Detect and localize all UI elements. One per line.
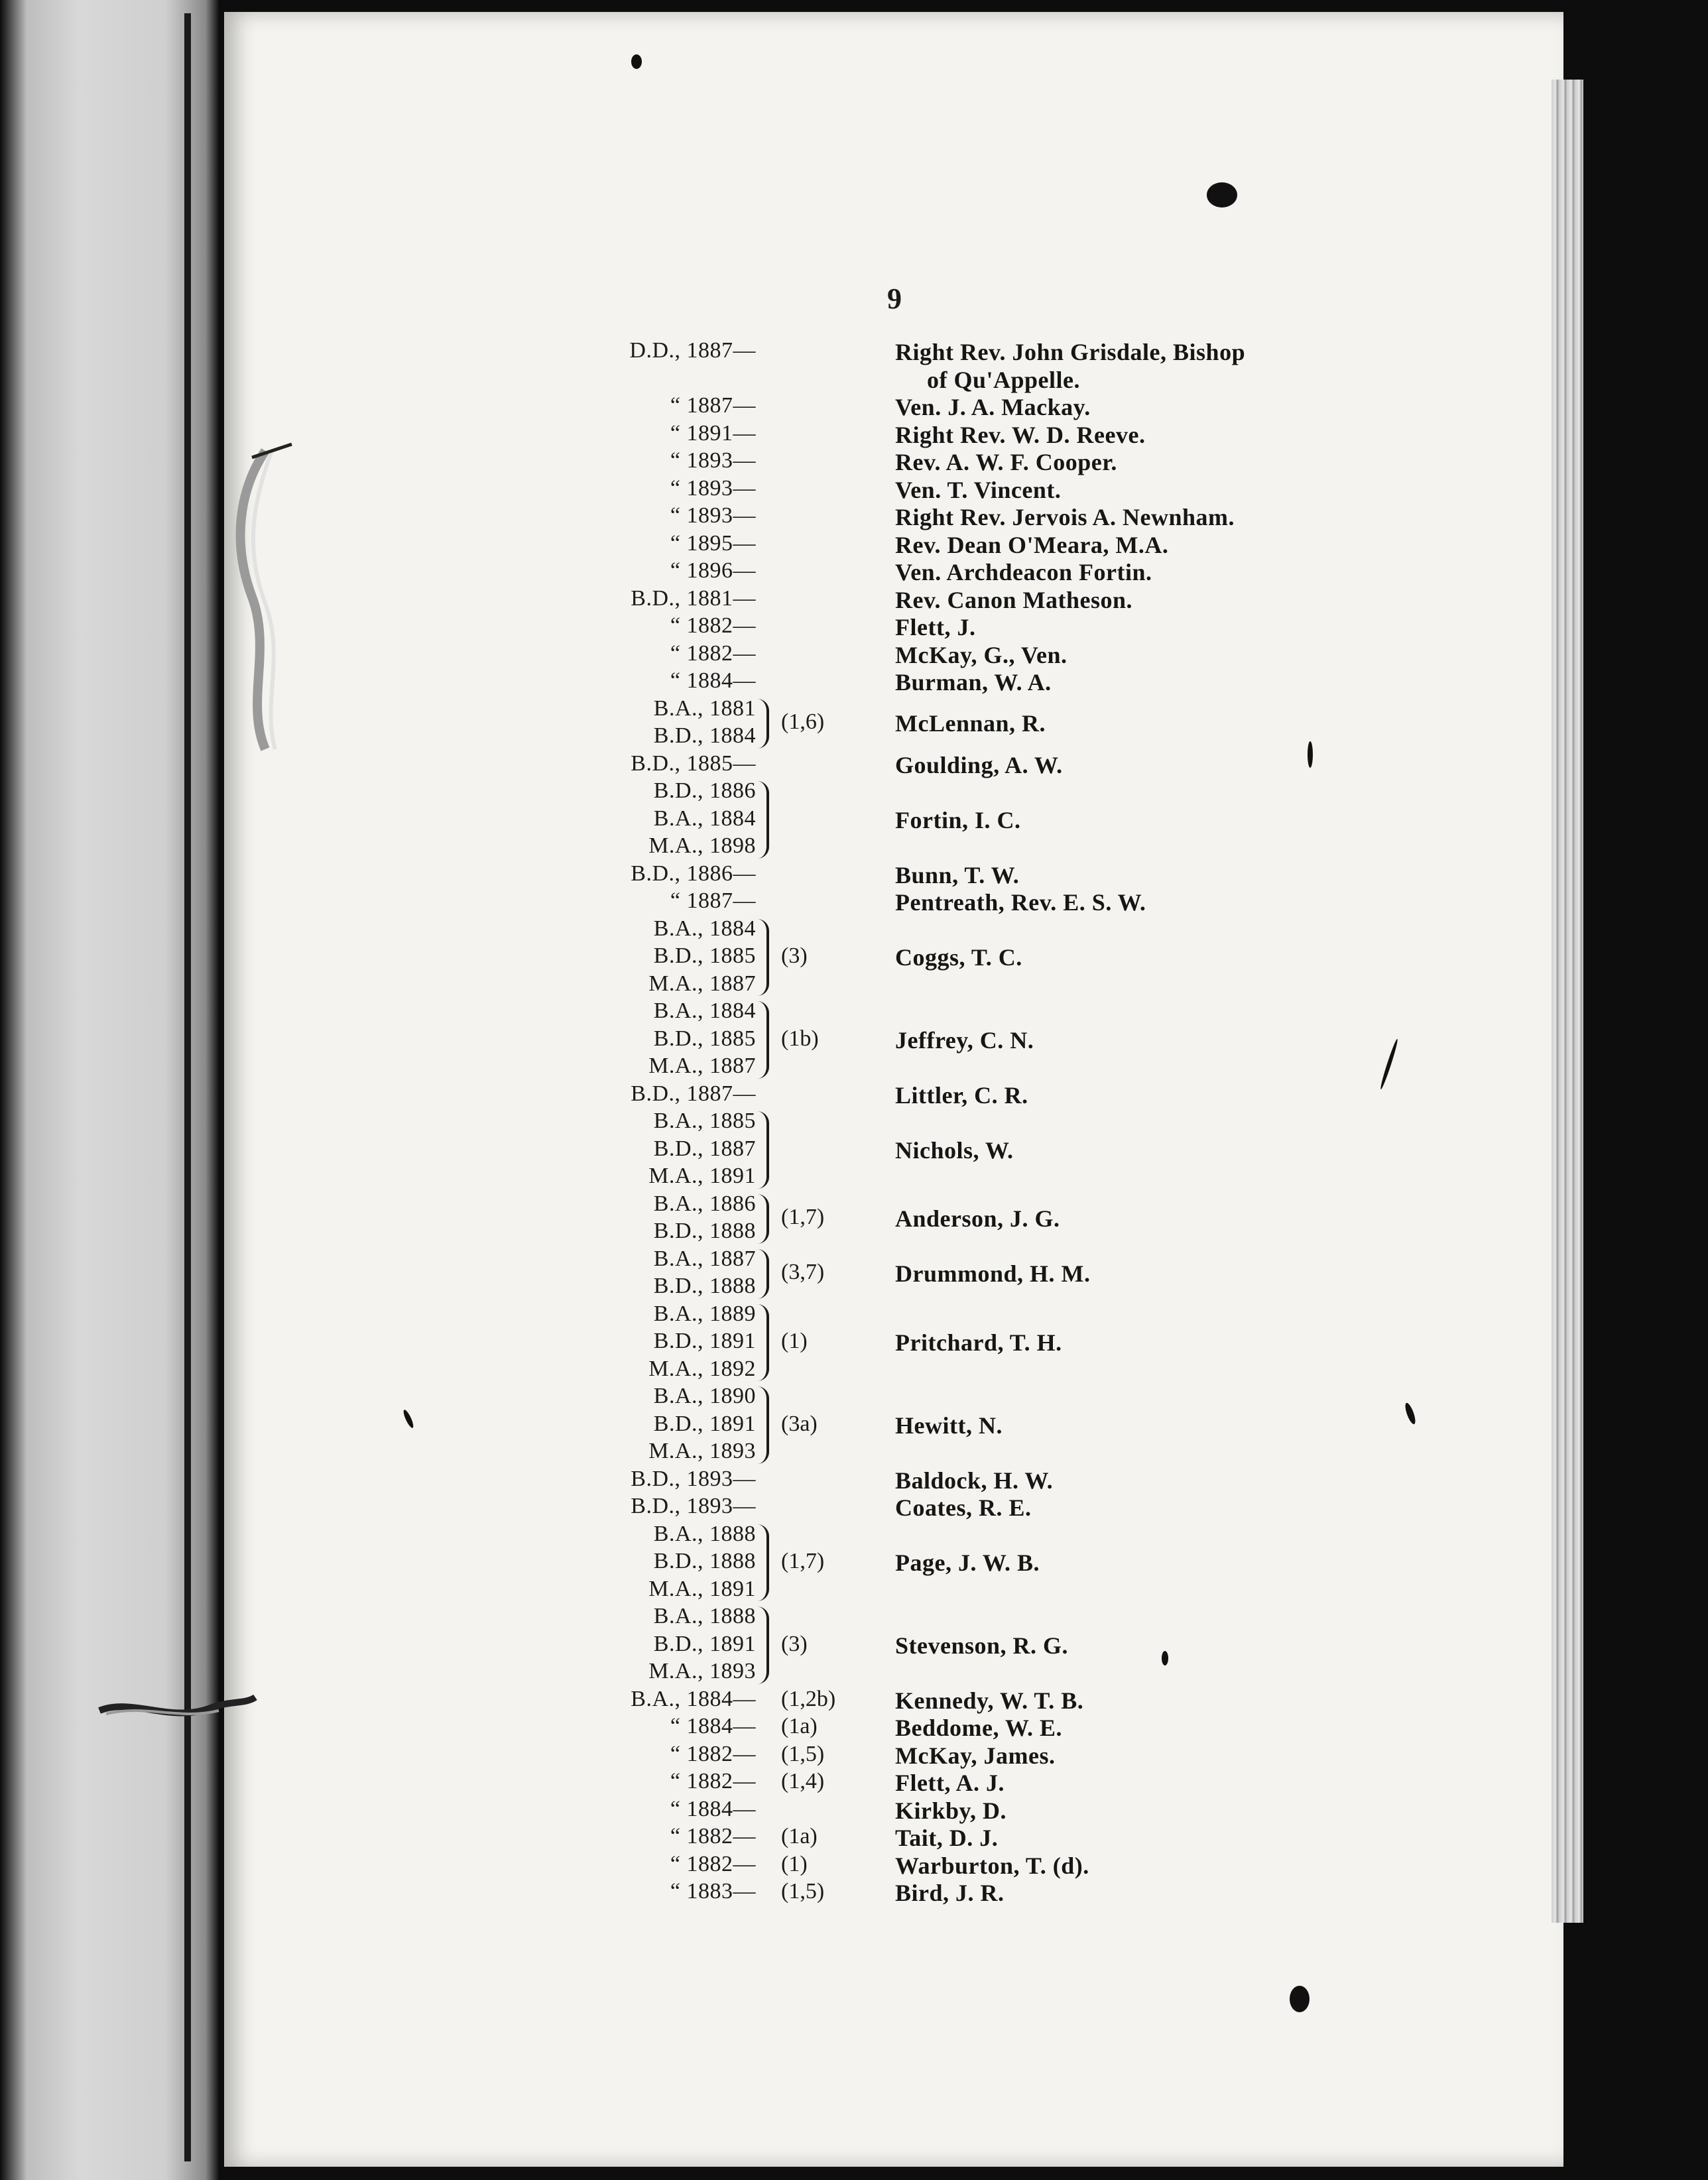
degree-year: “ 1893— — [670, 475, 756, 501]
graduate-name: Warburton, T. (d). — [895, 1852, 1089, 1879]
note-code: (1,6) — [781, 709, 825, 735]
degree-year: “ 1887— — [670, 888, 756, 913]
graduate-name: Ven. Archdeacon Fortin. — [895, 559, 1152, 585]
graduate-name: Flett, A. J. — [895, 1770, 1005, 1796]
graduate-name: Baldock, H. W. — [895, 1467, 1054, 1494]
graduate-name: Rev. Dean O'Meara, M.A. — [895, 531, 1169, 558]
note-code: (1,5) — [781, 1879, 825, 1904]
graduate-name: Ven. T. Vincent. — [895, 476, 1062, 503]
degree-year: “ 1883— — [670, 1879, 756, 1904]
brace — [757, 1524, 769, 1602]
degree-year: M.A., 1891 — [648, 1576, 756, 1601]
degree-year: B.D., 1887— — [631, 1081, 756, 1106]
degree-year: B.D., 1887 — [653, 1136, 756, 1161]
graduate-name: Stevenson, R. G. — [895, 1632, 1069, 1659]
graduate-name: Tait, D. J. — [895, 1825, 999, 1851]
note-code: (1) — [781, 1851, 808, 1876]
brace — [757, 699, 769, 749]
degree-year: M.A., 1893 — [648, 1659, 756, 1683]
degree-year: “ 1884— — [670, 1796, 756, 1821]
graduate-name: Anderson, J. G. — [895, 1205, 1060, 1233]
degree-year: “ 1882— — [670, 640, 756, 666]
degree-year: B.D., 1888 — [653, 1274, 756, 1298]
degree-year: B.D., 1884 — [653, 723, 756, 748]
graduate-name: Pritchard, T. H. — [895, 1329, 1062, 1356]
degree-year: “ 1887— — [670, 393, 756, 418]
degree-year: “ 1882— — [670, 1824, 756, 1848]
graduate-name: Right Rev. John Grisdale, Bishop — [895, 339, 1246, 365]
degree-year: B.D., 1893— — [631, 1466, 756, 1491]
degree-year: B.D., 1891 — [653, 1631, 756, 1656]
degree-year: M.A., 1898 — [648, 833, 756, 858]
brace — [757, 1111, 769, 1189]
brace — [757, 919, 769, 997]
note-code: (1,7) — [781, 1205, 825, 1230]
graduate-name: Beddome, W. E. — [895, 1715, 1063, 1741]
ink-blot — [1308, 741, 1313, 768]
degree-year: “ 1882— — [670, 613, 756, 638]
graduate-name: Rev. Canon Matheson. — [895, 586, 1133, 613]
degree-year: B.D., 1881— — [631, 585, 756, 611]
degree-year: “ 1896— — [670, 558, 756, 583]
graduate-name: McLennan, R. — [895, 710, 1046, 737]
note-code: (1a) — [781, 1714, 818, 1738]
ink-blot — [1207, 182, 1237, 208]
degree-year: B.D., 1886— — [631, 861, 756, 886]
degree-year: B.A., 1888 — [653, 1604, 756, 1628]
degree-year: M.A., 1887 — [648, 971, 756, 996]
degree-year: M.A., 1892 — [648, 1356, 756, 1381]
page-edges — [1552, 80, 1583, 1923]
degree-year: B.A., 1885 — [653, 1109, 756, 1133]
graduate-name: Coggs, T. C. — [895, 944, 1022, 971]
degree-year: B.A., 1888 — [653, 1521, 756, 1546]
graduate-name: Page, J. W. B. — [895, 1549, 1040, 1576]
binding-knot — [93, 1684, 259, 1730]
note-code: (3,7) — [781, 1260, 825, 1285]
graduate-name: McKay, James. — [895, 1742, 1056, 1769]
note-code: (1,7) — [781, 1549, 825, 1573]
graduate-name: Drummond, H. M. — [895, 1260, 1091, 1288]
binding-spine — [184, 13, 191, 2161]
graduate-name: Bird, J. R. — [895, 1880, 1005, 1906]
graduate-name: Burman, W. A. — [895, 669, 1052, 696]
binding-thread — [225, 438, 298, 756]
graduate-name: Jeffrey, C. N. — [895, 1026, 1034, 1054]
brace — [757, 1001, 769, 1079]
degree-year: B.D., 1888 — [653, 1549, 756, 1573]
brace — [757, 1249, 769, 1299]
degree-year: M.A., 1891 — [648, 1164, 756, 1188]
degree-year: B.D., 1885— — [631, 751, 756, 776]
degree-year: B.A., 1881 — [653, 696, 756, 721]
degree-year: B.A., 1890 — [653, 1384, 756, 1408]
degree-year: “ 1893— — [670, 503, 756, 528]
graduate-name: Flett, J. — [895, 614, 976, 640]
note-code: (1) — [781, 1329, 808, 1353]
brace — [757, 781, 769, 859]
note-code: (1a) — [781, 1824, 818, 1848]
degree-year: “ 1882— — [670, 1769, 756, 1793]
graduate-name: Rev. A. W. F. Cooper. — [895, 449, 1117, 475]
graduate-name: Right Rev. Jervois A. Newnham. — [895, 504, 1235, 530]
degree-year: “ 1893— — [670, 448, 756, 473]
note-code: (1,5) — [781, 1741, 825, 1766]
graduate-name: Coates, R. E. — [895, 1494, 1032, 1521]
page-sheet — [224, 12, 1563, 2167]
degree-year: B.D., 1885 — [653, 943, 756, 968]
degree-year: “ 1891— — [670, 420, 756, 446]
note-code: (1,2b) — [781, 1686, 836, 1711]
graduate-name: Fortin, I. C. — [895, 806, 1021, 833]
note-code: (1b) — [781, 1026, 819, 1051]
page-number: 9 — [887, 282, 902, 315]
degree-year: B.D., 1888 — [653, 1219, 756, 1243]
graduate-name: Pentreath, Rev. E. S. W. — [895, 889, 1146, 916]
degree-year: “ 1882— — [670, 1741, 756, 1766]
note-code: (1,4) — [781, 1769, 825, 1793]
graduate-name: Ven. J. A. Mackay. — [895, 394, 1091, 420]
graduate-name: Goulding, A. W. — [895, 751, 1063, 778]
degree-year: B.A., 1884— — [631, 1686, 756, 1711]
ink-blot — [631, 54, 642, 69]
degree-year: B.A., 1884 — [653, 999, 756, 1023]
degree-year: M.A., 1887 — [648, 1054, 756, 1078]
degree-year: B.A., 1886 — [653, 1191, 756, 1216]
degree-year: B.A., 1887 — [653, 1246, 756, 1271]
degree-year: B.D., 1886 — [653, 778, 756, 803]
graduate-name: Kennedy, W. T. B. — [895, 1687, 1084, 1714]
brace — [757, 1194, 769, 1244]
brace — [757, 1606, 769, 1684]
graduate-name: Nichols, W. — [895, 1136, 1014, 1164]
degree-year: B.A., 1884 — [653, 806, 756, 831]
graduate-name: Kirkby, D. — [895, 1797, 1007, 1824]
graduate-name: McKay, G., Ven. — [895, 641, 1068, 668]
degree-year: D.D., 1887— — [629, 338, 756, 363]
degree-year: “ 1882— — [670, 1851, 756, 1876]
degree-year: “ 1884— — [670, 668, 756, 693]
graduate-name: of Qu'Appelle. — [927, 366, 1081, 393]
brace — [757, 1386, 769, 1464]
degree-year: M.A., 1893 — [648, 1439, 756, 1463]
note-code: (3) — [781, 943, 808, 968]
degree-year: B.A., 1889 — [653, 1301, 756, 1326]
graduate-name: Littler, C. R. — [895, 1081, 1028, 1109]
note-code: (3) — [781, 1631, 808, 1656]
ink-blot — [1290, 1986, 1310, 2012]
graduate-name: Right Rev. W. D. Reeve. — [895, 421, 1146, 448]
degree-year: B.A., 1884 — [653, 916, 756, 941]
ink-blot — [1162, 1651, 1168, 1665]
note-code: (3a) — [781, 1411, 818, 1436]
graduate-name: Hewitt, N. — [895, 1412, 1003, 1439]
graduate-name: Bunn, T. W. — [895, 861, 1020, 888]
degree-year: “ 1884— — [670, 1714, 756, 1738]
degree-year: B.D., 1891 — [653, 1411, 756, 1436]
degree-year: B.D., 1891 — [653, 1329, 756, 1353]
degree-year: “ 1895— — [670, 530, 756, 556]
brace — [757, 1304, 769, 1382]
degree-year: B.D., 1885 — [653, 1026, 756, 1051]
degree-year: B.D., 1893— — [631, 1494, 756, 1518]
